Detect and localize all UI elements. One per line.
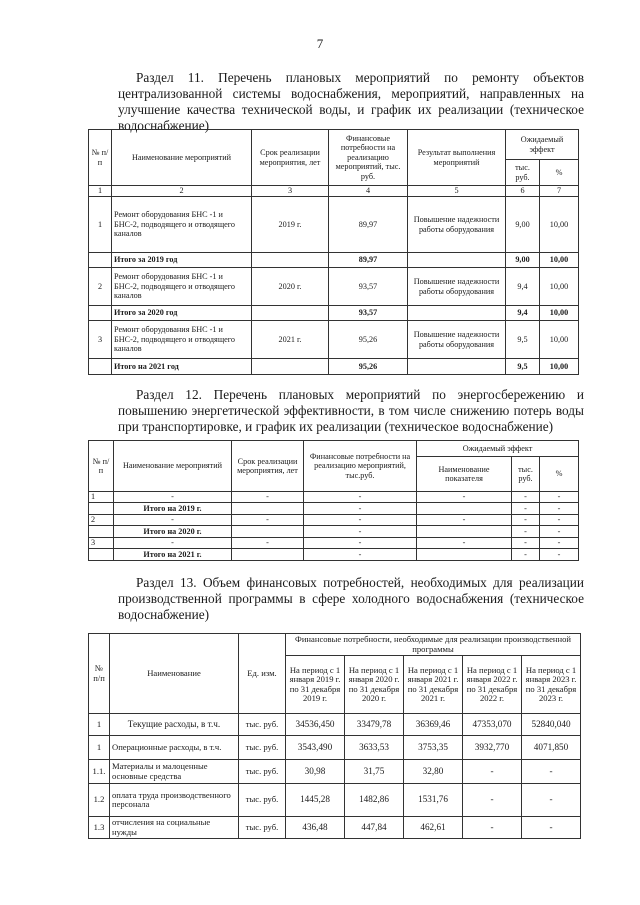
dash: - bbox=[512, 526, 540, 538]
dash: - bbox=[114, 538, 232, 549]
table-row bbox=[89, 321, 579, 359]
col-thous-header: тыс. руб. bbox=[506, 160, 540, 186]
row-value: 30,98 bbox=[286, 760, 345, 784]
row-num: 1.1. bbox=[89, 760, 110, 784]
total-finance: 95,26 bbox=[329, 359, 408, 375]
table-row bbox=[89, 714, 581, 736]
col-number: 4 bbox=[329, 186, 408, 197]
dash: - bbox=[512, 549, 540, 561]
dash: - bbox=[512, 503, 540, 515]
table-row bbox=[89, 197, 579, 253]
dash: - bbox=[417, 538, 512, 549]
row-value: 447,84 bbox=[345, 817, 404, 839]
section-12-table bbox=[88, 440, 579, 561]
row-name: Текущие расходы, в т.ч. bbox=[110, 714, 239, 736]
row-result: Повышение надежности работы оборудования bbox=[408, 197, 506, 253]
dash: - bbox=[304, 549, 417, 561]
row-value: 34536,450 bbox=[286, 714, 345, 736]
row-unit: тыс. руб. bbox=[239, 817, 286, 839]
col-period-header: На период с 1 января 2019 г. по 31 декабря 2019 г. bbox=[286, 656, 345, 714]
row-name: Ремонт оборудования БНС -1 и БНС-2, подводящего и отводящего каналов bbox=[112, 321, 252, 359]
row-term: 2019 г. bbox=[252, 197, 329, 253]
col-finance-group-header: Финансовые потребности, необходимые для реализации производственной программы bbox=[286, 634, 581, 656]
row-value: 3932,770 bbox=[463, 736, 522, 760]
col-name-header: Наименование мероприятий bbox=[112, 130, 252, 186]
dash: - bbox=[114, 492, 232, 503]
row-value: 47353,070 bbox=[463, 714, 522, 736]
total-thous: 9,4 bbox=[506, 306, 540, 321]
section-13-heading: Раздел 13. Объем финансовых потребностей, необходимых для реализации производственной программы в сфере холодного водоснабжения (техническое водоснабжение) bbox=[118, 575, 584, 622]
col-period-header: На период с 1 января 2021 г. по 31 декабря 2021 г. bbox=[404, 656, 463, 714]
col-term-header: Срок реализации мероприятия, лет bbox=[232, 441, 304, 492]
row-finance: 89,97 bbox=[329, 197, 408, 253]
table-row bbox=[89, 760, 581, 784]
total-pct: 10,00 bbox=[540, 359, 579, 375]
table-row bbox=[89, 538, 579, 549]
total-finance: 93,57 bbox=[329, 306, 408, 321]
dash: - bbox=[512, 538, 540, 549]
col-unit-header: Ед. изм. bbox=[239, 634, 286, 714]
row-num: 2 bbox=[89, 268, 112, 306]
section-11-heading: Раздел 11. Перечень плановых мероприятий по ремонту объектов централизованной системы водоснабжения, мероприятий, направленных на улучшение качества технической воды, и график их реализации (техническое водоснабжение) bbox=[118, 70, 584, 133]
row-result: Повышение надежности работы оборудования bbox=[408, 268, 506, 306]
dash: - bbox=[114, 515, 232, 526]
col-num-header: № п/п bbox=[89, 441, 114, 492]
row-value: 31,75 bbox=[345, 760, 404, 784]
row-finance: 93,57 bbox=[329, 268, 408, 306]
row-name: Ремонт оборудования БНС -1 и БНС-2, подводящего и отводящего каналов bbox=[112, 268, 252, 306]
col-finance-header: Финансовые потребности на реализацию мероприятий, тыс. руб. bbox=[329, 130, 408, 186]
total-label: Итого на 2021 год bbox=[112, 359, 252, 375]
col-pct-header: % bbox=[540, 160, 579, 186]
total-thous: 9,00 bbox=[506, 253, 540, 268]
total-label: Итого на 2021 г. bbox=[114, 549, 232, 561]
dash: - bbox=[232, 492, 304, 503]
row-pct: 10,00 bbox=[540, 197, 579, 253]
col-name-header: Наименование bbox=[110, 634, 239, 714]
row-thous: 9,5 bbox=[506, 321, 540, 359]
col-number: 7 bbox=[540, 186, 579, 197]
row-num: 1 bbox=[89, 714, 110, 736]
row-thous: 9,00 bbox=[506, 197, 540, 253]
total-row bbox=[89, 503, 579, 515]
total-row bbox=[89, 526, 579, 538]
section-13-table bbox=[88, 633, 581, 839]
col-number: 6 bbox=[506, 186, 540, 197]
total-row bbox=[89, 253, 579, 268]
row-value: - bbox=[463, 784, 522, 817]
row-value: 52840,040 bbox=[522, 714, 581, 736]
row-value: 32,80 bbox=[404, 760, 463, 784]
row-name: Материалы и малоценные основные средства bbox=[110, 760, 239, 784]
col-num-header: № п/п bbox=[89, 130, 112, 186]
page-number: 7 bbox=[316, 36, 324, 51]
dash: - bbox=[304, 492, 417, 503]
row-num: 3 bbox=[89, 321, 112, 359]
table-row bbox=[89, 515, 579, 526]
row-name: отчисления на социальные нужды bbox=[110, 817, 239, 839]
dash: - bbox=[417, 492, 512, 503]
row-finance: 95,26 bbox=[329, 321, 408, 359]
row-value: - bbox=[522, 817, 581, 839]
section-11-table bbox=[88, 129, 579, 375]
row-pct: 10,00 bbox=[540, 268, 579, 306]
col-term-header: Срок реализации мероприятия, лет bbox=[252, 130, 329, 186]
row-result: Повышение надежности работы оборудования bbox=[408, 321, 506, 359]
row-num: 1.2 bbox=[89, 784, 110, 817]
row-num: 1 bbox=[89, 197, 112, 253]
table-row bbox=[89, 736, 581, 760]
total-label: Итого на 2020 г. bbox=[114, 526, 232, 538]
dash: - bbox=[232, 515, 304, 526]
col-pct-header: % bbox=[540, 457, 579, 492]
row-name: оплата труда производственного персонала bbox=[110, 784, 239, 817]
row-term: 2020 г. bbox=[252, 268, 329, 306]
row-num: 3 bbox=[89, 538, 114, 549]
dash: - bbox=[540, 526, 579, 538]
total-row bbox=[89, 306, 579, 321]
dash: - bbox=[540, 492, 579, 503]
col-effect-header: Ожидаемый эффект bbox=[506, 130, 579, 160]
row-value: 1445,28 bbox=[286, 784, 345, 817]
table-row bbox=[89, 784, 581, 817]
col-period-header: На период с 1 января 2020 г. по 31 декабря 2020 г. bbox=[345, 656, 404, 714]
row-value: - bbox=[463, 760, 522, 784]
total-row bbox=[89, 359, 579, 375]
total-row bbox=[89, 549, 579, 561]
col-number: 5 bbox=[408, 186, 506, 197]
col-number: 1 bbox=[89, 186, 112, 197]
dash: - bbox=[512, 492, 540, 503]
dash: - bbox=[304, 515, 417, 526]
row-value: - bbox=[522, 784, 581, 817]
dash: - bbox=[540, 503, 579, 515]
row-unit: тыс. руб. bbox=[239, 760, 286, 784]
row-num: 1 bbox=[89, 736, 110, 760]
row-pct: 10,00 bbox=[540, 321, 579, 359]
row-value: 1482,86 bbox=[345, 784, 404, 817]
col-number: 3 bbox=[252, 186, 329, 197]
dash: - bbox=[540, 538, 579, 549]
total-label: Итого за 2019 год bbox=[112, 253, 252, 268]
dash: - bbox=[304, 526, 417, 538]
dash: - bbox=[417, 515, 512, 526]
col-finance-header: Финансовые потребности на реализацию мероприятий, тыс.руб. bbox=[304, 441, 417, 492]
col-effect-header: Ожидаемый эффект bbox=[417, 441, 579, 457]
dash: - bbox=[512, 515, 540, 526]
row-name: Ремонт оборудования БНС -1 и БНС-2, подводящего и отводящего каналов bbox=[112, 197, 252, 253]
table-row bbox=[89, 817, 581, 839]
dash: - bbox=[540, 515, 579, 526]
row-thous: 9,4 bbox=[506, 268, 540, 306]
row-value: 3543,490 bbox=[286, 736, 345, 760]
row-value: 4071,850 bbox=[522, 736, 581, 760]
total-finance: 89,97 bbox=[329, 253, 408, 268]
total-pct: 10,00 bbox=[540, 306, 579, 321]
col-num-header: № п/п bbox=[89, 634, 110, 714]
row-value: 36369,46 bbox=[404, 714, 463, 736]
dash: - bbox=[304, 503, 417, 515]
dash: - bbox=[304, 538, 417, 549]
row-value: - bbox=[463, 817, 522, 839]
row-value: 33479,78 bbox=[345, 714, 404, 736]
row-name: Операционные расходы, в т.ч. bbox=[110, 736, 239, 760]
row-value: 436,48 bbox=[286, 817, 345, 839]
col-result-header: Результат выполнения мероприятий bbox=[408, 130, 506, 186]
row-unit: тыс. руб. bbox=[239, 784, 286, 817]
row-value: - bbox=[522, 760, 581, 784]
row-unit: тыс. руб. bbox=[239, 714, 286, 736]
total-pct: 10,00 bbox=[540, 253, 579, 268]
row-unit: тыс. руб. bbox=[239, 736, 286, 760]
row-term: 2021 г. bbox=[252, 321, 329, 359]
total-label: Итого на 2019 г. bbox=[114, 503, 232, 515]
total-label: Итого за 2020 год bbox=[112, 306, 252, 321]
col-thous-header: тыс. руб. bbox=[512, 457, 540, 492]
row-value: 3633,53 bbox=[345, 736, 404, 760]
row-num: 1.3 bbox=[89, 817, 110, 839]
row-value: 3753,35 bbox=[404, 736, 463, 760]
total-thous: 9,5 bbox=[506, 359, 540, 375]
table-row bbox=[89, 492, 579, 503]
dash: - bbox=[540, 549, 579, 561]
row-num: 2 bbox=[89, 515, 114, 526]
col-period-header: На период с 1 января 2022 г. по 31 декабря 2022 г. bbox=[463, 656, 522, 714]
col-number: 2 bbox=[112, 186, 252, 197]
dash: - bbox=[232, 538, 304, 549]
col-period-header: На период с 1 января 2023 г. по 31 декабря 2023 г. bbox=[522, 656, 581, 714]
table-row bbox=[89, 268, 579, 306]
row-num: 1 bbox=[89, 492, 114, 503]
section-12-heading: Раздел 12. Перечень плановых мероприятий по энергосбережению и повышению энергетической эффективности, в том числе снижению потерь воды при транспортировке, и график их реализации (техническое водоснабжение) bbox=[118, 387, 584, 434]
col-name-header: Наименование мероприятий bbox=[114, 441, 232, 492]
row-value: 1531,76 bbox=[404, 784, 463, 817]
row-value: 462,61 bbox=[404, 817, 463, 839]
col-indicator-header: Наименование показателя bbox=[417, 457, 512, 492]
